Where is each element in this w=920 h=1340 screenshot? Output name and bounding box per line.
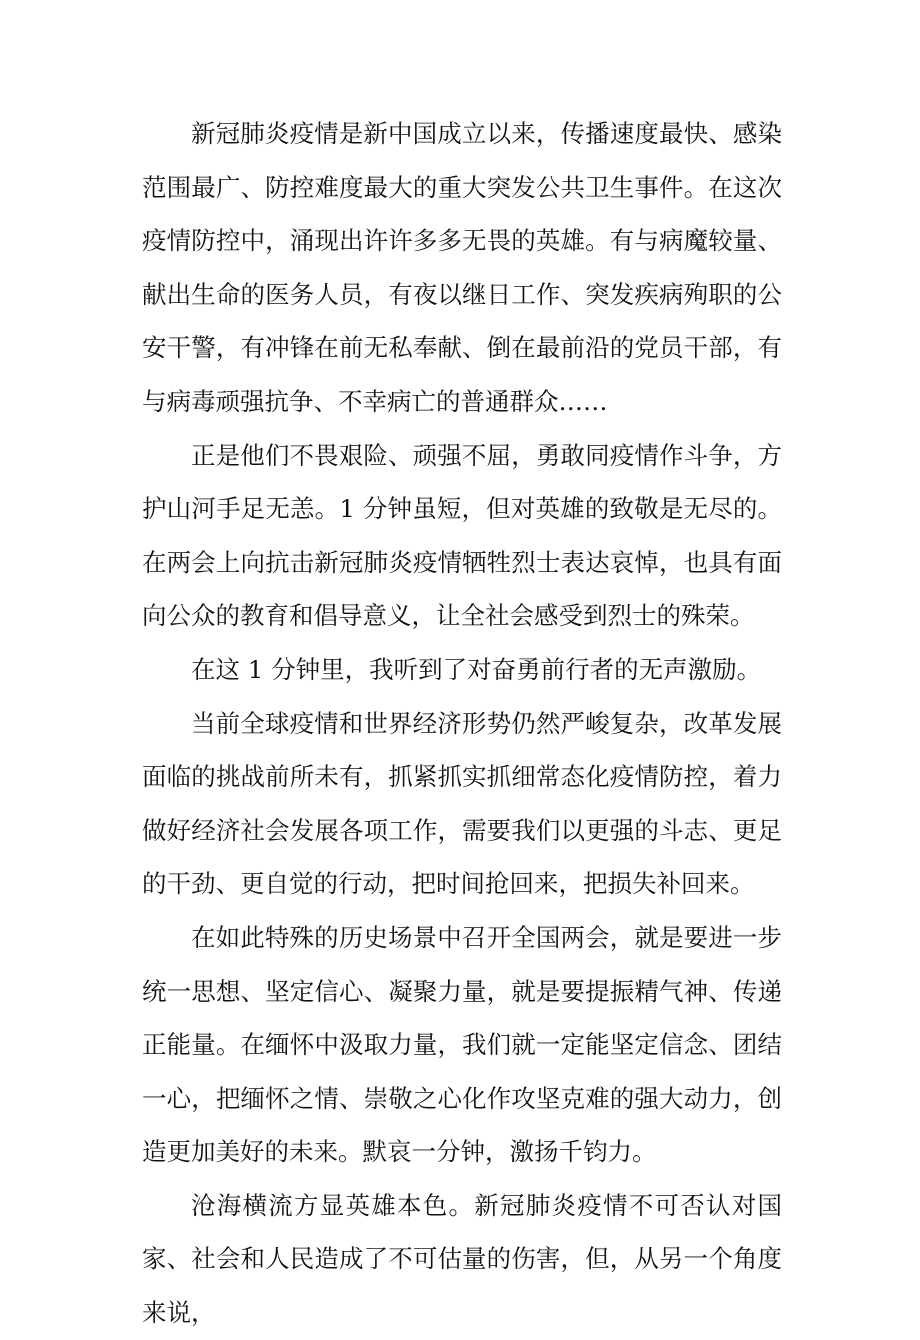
paragraph-4: 当前全球疫情和世界经济形势仍然严峻复杂，改革发展面临的挑战前所未有，抓紧抓实抓细常态化疫情防控，着力做好经济社会发展各项工作，需要我们以更强的斗志、更足的干劲、更自觉的行动，把时间抢回来，把损失补回来。 — [142, 708, 782, 899]
paragraph-5: 在如此特殊的历史场景中召开全国两会，就是要进一步统一思想、坚定信心、凝聚力量，就是要提振精气神、传递正能量。在缅怀中汲取力量，我们就一定能坚定信念、团结一心，把缅怀之情、崇敬之心化作攻坚克难的强大动力，创造更加美好的未来。默哀一分钟，激扬千钧力。 — [142, 922, 782, 1167]
paragraph-1: 新冠肺炎疫情是新中国成立以来，传播速度最快、感染范围最广、防控难度最大的重大突发公共卫生事件。在这次疫情防控中，涌现出许许多多无畏的英雄。有与病魔较量、献出生命的医务人员，有夜以继日工作、突发疾病殉职的公安干警，有冲锋在前无私奉献、倒在最前沿的党员干部，有与病毒顽强抗争、不幸病亡的普通群众…… — [142, 119, 782, 416]
paragraph-6: 沧海横流方显英雄本色。新冠肺炎疫情不可否认对国家、社会和人民造成了不可估量的伤害，但，从另一个角度来说， — [142, 1190, 782, 1328]
paragraph-2: 正是他们不畏艰险、顽强不屈，勇敢同疫情作斗争，方护山河手足无恙。1 分钟虽短，但对英雄的致敬是无尽的。在两会上向抗击新冠肺炎疫情牺牲烈士表达哀悼，也具有面向公众的教育和倡导意义，让全社会感受到烈士的殊荣。 — [142, 440, 782, 631]
paragraph-3: 在这 1 分钟里，我听到了对奋勇前行者的无声激励。 — [191, 654, 762, 684]
document-body — [142, 107, 782, 1340]
